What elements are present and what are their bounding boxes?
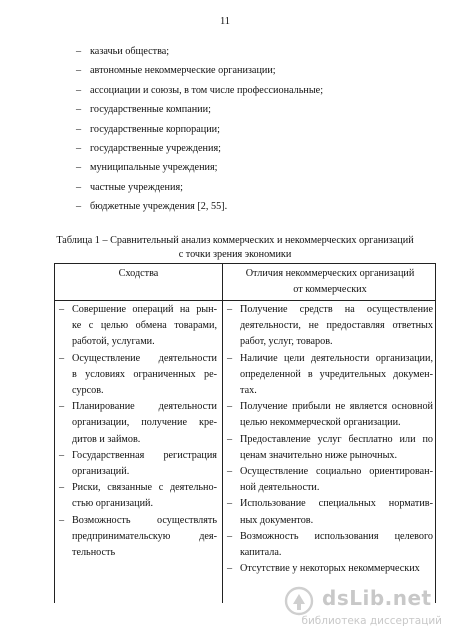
differences-column (227, 302, 433, 577)
cell-text-line: Совершение операций на рын- (72, 304, 217, 315)
list-item: – ассоциации и союзы, в том числе профессиональные; (76, 84, 324, 96)
table-cell-item (227, 496, 433, 528)
list-item: – муниципальные учреждения; (76, 162, 218, 174)
table-cell-item (59, 302, 217, 351)
cell-text-line: дитов и займов. (72, 433, 141, 445)
dash-marker: – (227, 433, 233, 445)
cell-text-line: определенной в учредительных докумен- (240, 368, 433, 380)
cell-text-line: организаций. (72, 466, 130, 478)
table-cell-item (59, 480, 217, 512)
column-divider (222, 264, 223, 603)
cell-text-line: ке с целью обмена товарами, (72, 320, 217, 332)
cell-text-line: Риски, связанные с деятельно- (72, 482, 217, 494)
list-item: – частные учреждения; (76, 181, 183, 193)
dash-marker: – (227, 498, 233, 510)
cell-text-line: Осуществление социально ориентирован- (240, 466, 433, 478)
list-item: – государственные учреждения; (76, 142, 221, 154)
table-cell-item (227, 302, 433, 351)
cell-text-line: организации, получение кре- (72, 417, 217, 429)
cell-text-line: Осуществление деятельности (72, 352, 217, 364)
watermark-title: dsLib.net (322, 586, 432, 610)
cell-text-line: стью организаций. (72, 498, 154, 510)
table-cell-item (59, 513, 217, 562)
organization-type-list (76, 42, 323, 217)
cell-text-line: ценам значительно ниже рыночных. (240, 449, 398, 461)
page-number: 11 (219, 16, 231, 27)
dash-marker: – (59, 401, 65, 413)
cell-text-line: капитала. (240, 547, 282, 559)
table-cell-item (227, 464, 433, 496)
table-cell-item (227, 399, 433, 431)
list-item: – государственные корпорации; (76, 123, 220, 135)
header-line: от коммерческих (293, 284, 367, 295)
list-item: – государственные компании; (76, 104, 211, 116)
table-cell-item (227, 529, 433, 561)
table-cell-item (227, 432, 433, 464)
table-cell-item (227, 561, 433, 577)
cell-text-line: Государственная регистрация (72, 449, 217, 461)
header-differences (223, 266, 437, 298)
cell-text-line: Планирование деятельности (72, 401, 217, 413)
table-cell-item (59, 399, 217, 448)
table-caption-line: Таблица 1 – Сравнительный анализ коммерческих и некоммерческих организаций (56, 235, 414, 246)
table-cell-item (59, 351, 217, 400)
cell-text-line: тах. (240, 385, 257, 397)
dash-marker: – (227, 530, 233, 542)
cell-text-line: сурсов. (72, 385, 104, 397)
dslib-logo-icon (284, 586, 314, 616)
list-item: – автономные некоммерческие организации; (76, 65, 276, 77)
table-caption-line: с точки зрения экономики (178, 248, 292, 260)
table-cell-item (59, 448, 217, 480)
watermark-subtitle: библиотека диссертаций (301, 615, 442, 627)
cell-text-line: Получение средств на осуществление (240, 304, 433, 315)
dash-marker: – (59, 352, 65, 364)
cell-text-line: Наличие цели деятельности организации, (240, 352, 433, 364)
cell-text-line: в условиях ограниченных ре- (72, 368, 217, 380)
list-item: – бюджетные учреждения [2, 55]. (76, 201, 228, 213)
dash-marker: – (59, 482, 65, 494)
cell-text-line: тельность (72, 547, 116, 559)
cell-text-line: целью некоммерческой организации. (240, 417, 401, 429)
dash-marker: – (59, 304, 65, 315)
dash-marker: – (227, 466, 233, 478)
comparison-table (54, 263, 436, 603)
cell-text-line: Возможность использования целевого (240, 530, 433, 542)
cell-text-line: ной деятельности. (240, 482, 320, 494)
cell-text-line: предпринимательскую дея- (72, 530, 217, 542)
cell-text-line: Предоставление услуг бесплатно или по (240, 433, 433, 445)
list-item: – казачьи общества; (76, 46, 170, 57)
cell-text-line: Отсутствие у некоторых некоммерческих (240, 563, 420, 575)
dash-marker: – (59, 449, 65, 461)
cell-text-line: работ, услуг, товаров. (240, 336, 333, 348)
cell-text-line: Использование специальных норматив- (240, 498, 433, 510)
dash-marker: – (59, 514, 65, 526)
dash-marker: – (227, 401, 233, 413)
header-similarities: Сходства (118, 268, 159, 279)
cell-text-line: Получение прибыли не является основной (240, 401, 433, 413)
dslib-watermark (274, 586, 444, 630)
cell-text-line: ных документов. (240, 514, 314, 526)
dash-marker: – (227, 352, 233, 364)
similarities-column (59, 302, 217, 561)
table-cell-item (227, 351, 433, 400)
cell-text-line: работой, услугами. (72, 336, 155, 348)
dash-marker: – (227, 304, 233, 315)
table-header-row (55, 264, 435, 301)
cell-text-line: Возможность осуществлять (72, 514, 217, 526)
header-line: Отличия некоммерческих организаций (245, 268, 415, 279)
cell-text-line: деятельности, не предоставляя ответных (240, 320, 433, 332)
table-caption (40, 234, 430, 261)
dash-marker: – (227, 563, 233, 575)
